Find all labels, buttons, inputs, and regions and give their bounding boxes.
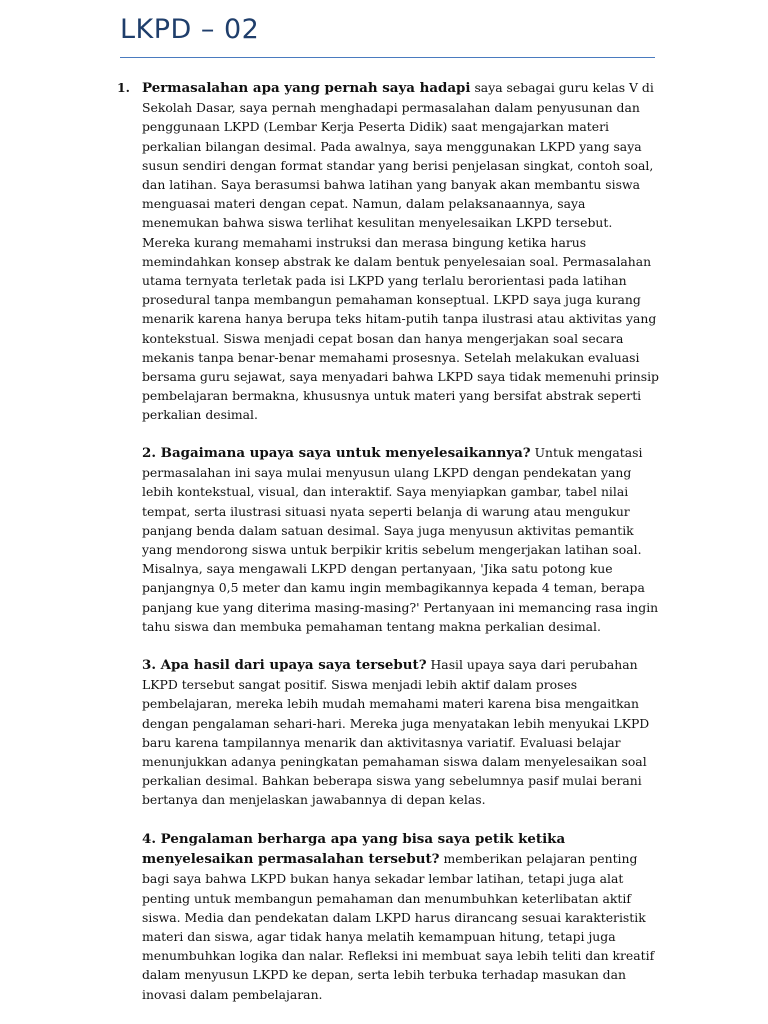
section-3-answer: Hasil upaya saya dari perubahan LKPD tersebut sangat positif. Siswa menjadi lebih aktif dalam proses pembelajaran, mereka lebih mudah memahami materi karena bisa mengaitkan dengan pengalaman sehari-hari. Mereka juga menyatakan lebih menyukai LKPD baru karena tampilannya menarik dan aktivitasnya variatif. Evaluasi belajar menunjukkan adanya peningkatan pemahaman siswa dalam menyelesaikan soal perkalian desimal. Bahkan beberapa siswa yang sebelumnya pasif mulai berani bertanya dan menjelaskan jawabannya di depan kelas.: [142, 657, 650, 808]
section-2-question: 2. Bagaimana upaya saya untuk menyelesaikannya?: [142, 445, 531, 461]
section-3: [142, 655, 662, 810]
section-2-answer: Untuk mengatasi permasalahan ini saya mulai menyusun ulang LKPD dengan pendekatan yang lebih kontekstual, visual, dan interaktif. Saya menyiapkan gambar, tabel nilai tempat, serta ilustrasi situasi nyata seperti belanja di warung atau mengukur panjang benda dalam satuan desimal. Saya juga menyusun aktivitas pemantik yang mendorong siswa untuk berpikir kritis sebelum mengerjakan latihan soal. Misalnya, saya mengawali LKPD dengan pertanyaan, 'Jika satu potong kue panjangnya 0,5 meter dan kamu ingin membagikannya kepada 4 teman, berapa panjang kue yang diterima masing-masing?' Pertanyaan ini memancing rasa ingin tahu siswa dan membuka pemahaman tentang makna perkalian desimal.: [142, 445, 659, 634]
section-1: [117, 78, 662, 425]
section-4: [142, 829, 662, 1004]
title-underline: [120, 57, 655, 58]
section-4-answer: memberikan pelajaran penting bagi saya bahwa LKPD bukan hanya sekadar lembar latihan, tetapi juga alat penting untuk membangun pemahaman dan menumbuhkan keterlibatan aktif siswa. Media dan pendekatan dalam LKPD harus dirancang sesuai karakteristik materi dan siswa, agar tidak hanya melatih kemampuan hitung, tetapi juga menumbuhkan logika dan nalar. Refleksi ini membuat saya lebih teliti dan kreatif dalam menyusun LKPD ke depan, serta lebih terbuka terhadap masukan dan inovasi dalam pembelajaran.: [142, 851, 655, 1002]
section-2: [142, 443, 662, 636]
section-1-answer: saya sebagai guru kelas V di Sekolah Dasar, saya pernah menghadapi permasalahan dalam penyusunan dan penggunaan LKPD (Lembar Kerja Peserta Didik) saat mengajarkan materi perkalian bilangan desimal. Pada awalnya, saya menggunakan LKPD yang saya susun sendiri dengan format standar yang berisi penjelasan singkat, contoh soal, dan latihan. Saya berasumsi bahwa latihan yang banyak akan membantu siswa menguasai materi dengan cepat. Namun, dalam pelaksanaannya, saya menemukan bahwa siswa terlihat kesulitan menyelesaikan LKPD tersebut. Mereka kurang memahami instruksi dan merasa bingung ketika harus memindahkan konsep abstrak ke dalam bentuk penyelesaian soal. Permasalahan utama ternyata terletak pada isi LKPD yang terlalu berorientasi pada latihan prosedural tanpa membangun pemahaman konseptual. LKPD saya juga kurang menarik karena hanya berupa teks hitam-putih tanpa ilustrasi atau aktivitas yang kontekstual. Siswa menjadi cepat bosan dan hanya mengerjakan soal secara mekanis tanpa benar-benar memahami prosesnya. Setelah melakukan evaluasi bersama guru sejawat, saya menyadari bahwa LKPD saya tidak memenuhi prinsip pembelajaran bermakna, khususnya untuk materi yang bersifat abstrak seperti perkalian desimal.: [142, 80, 659, 423]
section-4-question: 4. Pengalaman berharga apa yang bisa saya petik ketika menyelesaikan permasalahan tersebut?: [142, 831, 566, 868]
document-title: LKPD – 02: [120, 14, 260, 45]
section-1-number: 1.: [117, 80, 130, 95]
section-1-paragraph: [142, 78, 660, 425]
section-1-question: Permasalahan apa yang pernah saya hadapi: [142, 80, 471, 96]
section-3-question: 3. Apa hasil dari upaya saya tersebut?: [142, 657, 427, 673]
